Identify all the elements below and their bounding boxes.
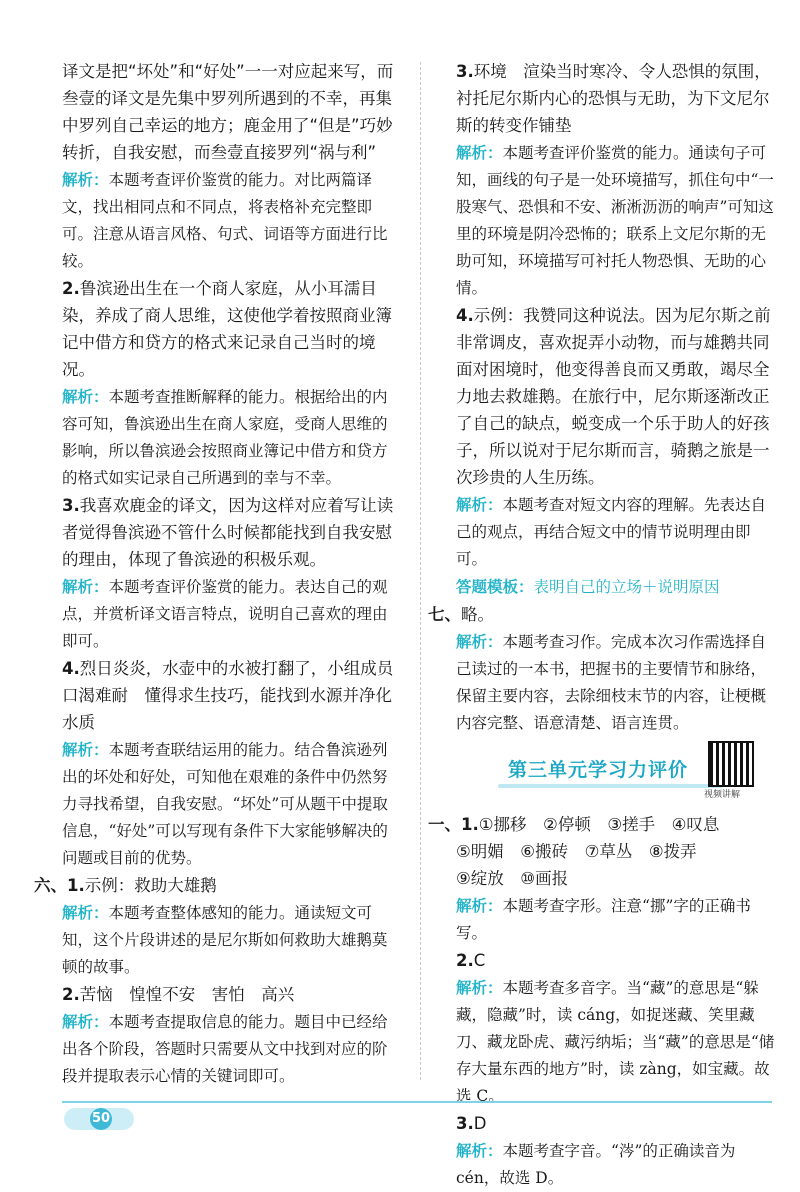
column-divider [420, 62, 421, 1080]
analysis-text: 解析：本题考查对短文内容的理解。先表达自己的观点，再结合短文中的情节说明理由即可。 [456, 495, 767, 568]
page-number-badge [64, 1108, 134, 1130]
answer-text: 2.鲁滨逊出生在一个商人家庭，从小耳濡目染，养成了商人思维，这使他学着按照商业簿记中借方和贷方的格式来记录自己当时的境况。 [62, 279, 392, 379]
analysis-text: 解析：本题考查字音。“涔”的正确读音为 cén，故选 D。 [456, 1141, 736, 1187]
answer-text: 译文是把“坏处”和“好处”一一对应起来写，而叁壹的译文是先集中罗列所遇到的不幸，再集中罗列自己幸运的地方；鹿金用了“但是”巧妙转折，自我安慰，而叁壹直接罗列“祸与利” [62, 62, 394, 162]
page-number: 50 [90, 1108, 112, 1130]
qr-code-icon[interactable] [708, 741, 754, 787]
footer-rule [62, 1101, 772, 1103]
unit-title-text: 第三单元学习力评价 [508, 759, 689, 781]
answer-text: ⑨绽放 ⑩画报 [456, 869, 569, 888]
analysis-text: 解析：本题考查习作。完成本次习作需选择自己读过的一本书，把握书的主要情节和脉络，保留主要内容，去除细枝末节的内容，让梗概内容完整、语意清楚、语言连贯。 [456, 632, 767, 732]
answer-text: 七、略。 [428, 605, 494, 624]
analysis-text: 解析：本题考查评价鉴赏的能力。对比两篇译文，找出相同点和不同点，将表格补充完整即可。注意从语言风格、句式、词语等方面进行比较。 [62, 170, 388, 270]
answer-text: 六、1.示例：救助大雄鹅 [34, 876, 217, 895]
analysis-text: 解析：本题考查提取信息的能力。题目中已经给出各个阶段，答题时只需要从文中找到对应的阶段并提取表示心情的关键词即可。 [62, 1012, 388, 1085]
analysis-text: 解析：本题考查整体感知的能力。通读短文可知，这个片段讲述的是尼尔斯如何救助大雄鹅莫顿的故事。 [62, 903, 388, 976]
analysis-text: 解析：本题考查评价鉴赏的能力。表达自己的观点，并赏析译文语言特点，说明自己喜欢的理由即可。 [62, 577, 388, 650]
analysis-text: 解析：本题考查推断解释的能力。根据给出的内容可知，鲁滨逊出生在商人家庭，受商人思维的影响，所以鲁滨逊会按照商业簿记中借方和贷方的格式如实记录自己所遇到的幸与不幸。 [62, 387, 388, 487]
title-underline [498, 784, 723, 788]
analysis-text: 解析：本题考查多音字。当“藏”的意思是“躲藏，隐藏”时，读 cáng，如捉迷藏、笑里藏刀、藏龙卧虎、藏污纳垢；当“藏”的意思是“储存大量东西的地方”时，读 zàng，如宝藏。故选 C。 [456, 978, 775, 1105]
answer-text: 一、1.①挪移 ②停顿 ③搓手 ④叹息 [428, 815, 720, 834]
answer-template: 答题模板：表明自己的立场＋说明原因 [456, 577, 720, 596]
answer-text: 3.D [456, 1114, 487, 1133]
answer-text: ⑤明媚 ⑥搬砖 ⑦草丛 ⑧拨弄 [456, 842, 697, 861]
left-column [34, 58, 402, 1090]
right-column [428, 58, 776, 1192]
answer-text: 3.我喜欢鹿金的译文，因为这样对应着写让读者觉得鲁滨逊不管什么时候都能找到自我安慰的理由，体现了鲁滨逊的积极乐观。 [62, 496, 394, 569]
answer-text: 4.示例：我赞同这种说法。因为尼尔斯之前非常调皮，喜欢捉弄小动物，而与雄鹅共同面对困境时，他变得善良而又勇敢，竭尽全力地去救雄鹅。在旅行中，尼尔斯逐渐改正了自己的缺点，蜕变成一个乐于助人的好孩子，所以说对于尼尔斯而言，骑鹅之旅是一次珍贵的人生历练。 [456, 306, 771, 487]
qr-caption: 视频讲解 [704, 790, 741, 800]
unit-title [508, 751, 776, 800]
answer-text: 2.苦恼 惶惶不安 害怕 高兴 [62, 985, 295, 1004]
answer-text: 3.环境 渲染当时寒冷、令人恐惧的氛围，衬托尼尔斯内心的恐惧与无助，为下文尼尔斯的转变作铺垫 [456, 62, 771, 135]
analysis-text: 解析：本题考查评价鉴赏的能力。通读句子可知，画线的句子是一处环境描写，抓住句中“一股寒气、恐惧和不安、淅淅沥沥的响声”可知这里的环境是阴冷恐怖的；联系上文尼尔斯的无助可知，环境描写可衬托人物恐惧、无助的心情。 [456, 143, 774, 297]
answer-text: 4.烈日炎炎，水壶中的水被打翻了，小组成员口渴难耐 懂得求生技巧，能找到水源并净化水质 [62, 659, 394, 732]
analysis-text: 解析：本题考查联结运用的能力。结合鲁滨逊列出的坏处和好处，可知他在艰难的条件中仍然努力寻找希望，自我安慰。“坏处”可从题干中提取信息，“好处”可以写现有条件下大家能够解决的问题或目前的优势。 [62, 740, 388, 867]
analysis-text: 解析：本题考查字形。注意“挪”字的正确书写。 [456, 896, 751, 942]
answer-text: 2.C [456, 951, 486, 970]
